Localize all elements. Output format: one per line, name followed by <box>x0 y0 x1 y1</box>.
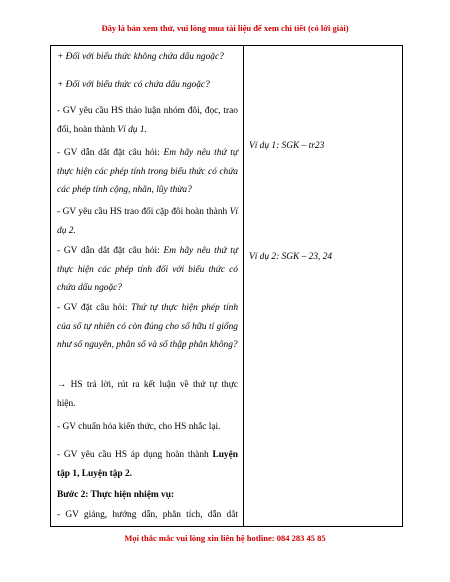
question-with-brackets: + Đối với biểu thức có chứa dấu ngoặc? <box>57 80 210 90</box>
hotline-banner-bottom: Mọi thắc mắc vui lòng xin liên hệ hotline: 084 283 45 85 <box>124 533 326 543</box>
paragraph-student-answer: → HS trả lời, rút ra kết luận về thứ tự thực hiện. <box>57 380 238 409</box>
paragraph-standardize: - GV chuẩn hóa kiến thức, cho HS nhắc lại. <box>57 422 221 432</box>
example-2-reference: Ví dụ 2: SGK – 23, 24 <box>249 252 333 262</box>
question-no-brackets: + Đối với biểu thức không chứa dấu ngoặc? <box>57 52 224 62</box>
notes-column <box>244 46 403 527</box>
lesson-table <box>50 45 403 527</box>
table-row <box>51 46 403 527</box>
paragraph-question-1: - GV dẫn dắt đặt câu hỏi: Em hãy nêu thứ tự thực hiện các phép tính trong biểu thức có chứa các phép tính cộng, nhân, lũy thừa? <box>57 148 239 196</box>
preview-banner-top: Đây là bản xem thử, vui lòng mua tài liệu để xem chi tiết (có lời giải) <box>101 23 349 33</box>
paragraph-example-1: - GV yêu cầu HS thảo luận nhóm đôi, đọc, trao đổi, hoàn thành Ví dụ 1. <box>57 106 238 135</box>
paragraph-practice: - GV yêu cầu HS áp dụng hoàn thành Luyện tập 1, Luyện tập 2. <box>57 450 238 479</box>
paragraph-example-2: - GV yêu cầu HS trao đổi cặp đôi hoàn thành Ví dụ 2. <box>57 207 238 236</box>
example-1-reference: Ví dụ 1: SGK – tr23 <box>249 141 325 151</box>
paragraph-question-3: - GV đặt câu hỏi: Thứ tự thực hiện phép tính của số tự nhiên có còn đúng cho số hữu tỉ giống như số nguyên, phân số và số thập phân không? <box>57 303 239 351</box>
paragraph-question-2: - GV dẫn dắt đặt câu hỏi: Em hãy nêu thứ tự thực hiện các phép tính đối với biểu thức có chứa dấu ngoặc? <box>57 246 239 294</box>
step-2-heading: Bước 2: Thực hiện nhiệm vụ: <box>57 490 175 500</box>
paragraph-teacher-guide: - GV giảng, hướng dẫn, phân tích, dẫn dắt <box>57 510 238 520</box>
activity-column <box>51 46 244 527</box>
